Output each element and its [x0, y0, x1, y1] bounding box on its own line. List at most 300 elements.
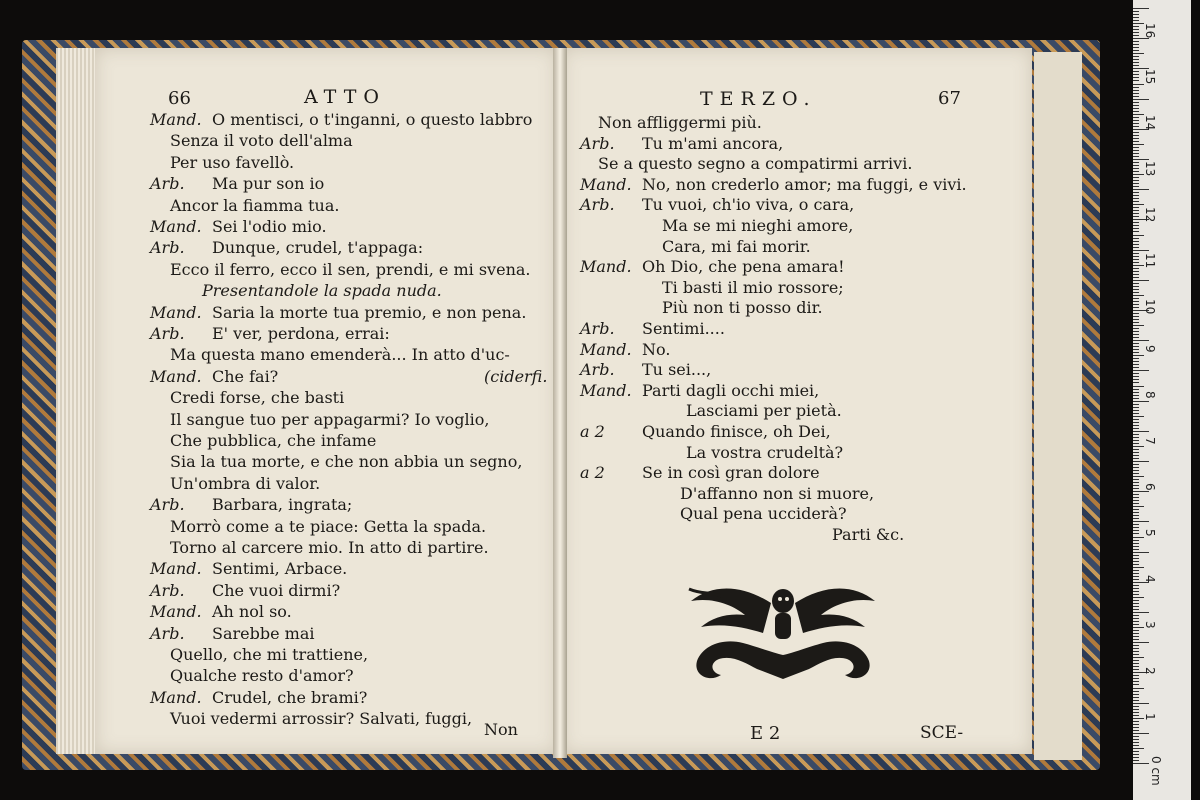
line-text: Il sangue tuo per appagarmi? Io voglio,: [170, 409, 490, 429]
ruler-tick: [1133, 238, 1139, 239]
ruler-tick: [1133, 132, 1139, 133]
ruler-tick: [1133, 222, 1139, 223]
line-text: Saria la morte tua premio, e non pena.: [212, 302, 527, 322]
ruler-tick: [1133, 138, 1139, 139]
left-page-number: 66: [168, 88, 191, 109]
ruler-tick: [1133, 204, 1144, 205]
ruler-tick: [1133, 669, 1139, 670]
text-line: [150, 130, 353, 152]
speaker-name: Mand.: [150, 559, 202, 579]
ruler-tick: [1133, 518, 1139, 519]
line-text: Cara, mi fai morir.: [662, 236, 811, 256]
ruler-tick: [1133, 41, 1139, 42]
ruler-tick: [1133, 530, 1139, 531]
ruler-tick: [1133, 231, 1139, 232]
ruler-tick: [1133, 757, 1139, 758]
ruler-tick: [1133, 313, 1139, 314]
ruler-tick: [1133, 751, 1139, 752]
line-text: Che vuoi dirmi?: [212, 580, 341, 600]
ruler-tick: [1133, 120, 1139, 121]
ruler-tick: [1133, 621, 1139, 622]
ruler-tick: [1133, 77, 1139, 78]
line-text: Presentandole la spada nuda.: [202, 281, 442, 301]
ruler-tick: [1133, 262, 1139, 263]
text-line: [150, 109, 532, 131]
ruler-tick: [1133, 74, 1139, 75]
line-text: No.: [642, 339, 671, 359]
text-line: [580, 442, 843, 464]
speaker-name: Mand.: [580, 339, 632, 359]
ruler-tick: [1133, 609, 1139, 610]
ruler-tick: [1133, 724, 1139, 725]
speaker-name: Arb.: [150, 580, 185, 600]
ruler-tick: [1133, 228, 1139, 229]
ruler-tick: [1133, 760, 1139, 761]
ruler-tick: [1133, 162, 1139, 163]
ruler-tick: [1133, 32, 1139, 33]
ruler-tick: [1133, 549, 1139, 550]
text-line: [580, 339, 670, 361]
ruler-tick: [1133, 657, 1144, 658]
signature-mark: E 2: [750, 723, 781, 744]
ruler-tick: [1133, 603, 1139, 604]
ruler-tick: [1133, 20, 1139, 21]
ruler-tick: [1133, 65, 1139, 66]
ruler-tick: [1133, 546, 1139, 547]
ruler-tick: [1133, 361, 1139, 362]
ruler-tick: [1133, 389, 1139, 390]
winged-cherub-ornament-icon: [683, 583, 883, 685]
ruler-tick: [1133, 476, 1144, 477]
ruler-tick: [1133, 44, 1139, 45]
ruler-tick: [1133, 328, 1139, 329]
speaker-name: Arb.: [580, 195, 615, 215]
ruler-tick: [1133, 464, 1139, 465]
ruler-tick: [1133, 410, 1139, 411]
speaker-name: Mand.: [150, 602, 202, 622]
endpaper: [1034, 52, 1082, 760]
line-text: Ecco il ferro, ecco il sen, prendi, e mi svena.: [170, 259, 531, 279]
ruler-label: 8: [1143, 391, 1157, 399]
line-text: Sei l'odio mio.: [212, 217, 327, 236]
line-text: Se a questo segno a compatirmi arrivi.: [598, 154, 913, 174]
ruler-label: 10: [1143, 299, 1157, 315]
text-line: [150, 280, 442, 302]
left-page-text: [150, 109, 550, 729]
ruler-tick: [1133, 540, 1139, 541]
text-line: [580, 112, 762, 134]
text-line: [580, 215, 853, 237]
ruler-tick: [1133, 367, 1139, 368]
ruler-tick: [1133, 35, 1139, 36]
ruler-tick: [1133, 555, 1139, 556]
text-line: [580, 236, 811, 258]
ruler-tick: [1133, 349, 1139, 350]
ruler-tick: [1133, 153, 1139, 154]
ruler-tick: [1133, 87, 1139, 88]
ruler-label: 5: [1143, 529, 1157, 537]
ruler-tick: [1133, 709, 1139, 710]
text-line: [580, 297, 823, 319]
ruler-tick: [1133, 440, 1139, 441]
line-text: Parti dagli occhi miei,: [642, 380, 820, 400]
ruler-tick: [1133, 93, 1139, 94]
ruler-tick: [1133, 712, 1139, 713]
line-text: Sia la tua morte, e che non abbia un segno,: [170, 452, 523, 472]
ruler-tick: [1133, 358, 1139, 359]
speaker-name: Arb.: [150, 324, 185, 343]
line-text: La vostra crudeltà?: [686, 442, 844, 462]
speaker-name: Mand.: [150, 366, 202, 386]
ruler-tick: [1133, 591, 1139, 592]
line-text: Sentimi....: [642, 319, 725, 338]
ruler-tick: [1133, 600, 1139, 601]
ruler-tick: [1133, 14, 1139, 15]
line-text: Un'ombra di valor.: [170, 473, 321, 493]
text-line: [580, 256, 845, 278]
ruler-tick: [1133, 108, 1139, 109]
ruler-tick: [1133, 379, 1139, 380]
ruler-tick: [1133, 431, 1149, 432]
ruler-tick: [1133, 479, 1139, 480]
ruler-tick: [1133, 512, 1139, 513]
ruler-tick: [1133, 455, 1139, 456]
speaker-name: Arb.: [580, 360, 615, 380]
text-line: [580, 318, 725, 340]
line-text: D'affanno non si muore,: [680, 483, 875, 503]
ruler-tick: [1133, 612, 1149, 613]
ruler-tick: [1133, 606, 1139, 607]
ruler-label: 7: [1143, 437, 1157, 445]
speaker-name: Arb.: [150, 495, 185, 515]
text-line: [580, 174, 967, 196]
ruler-tick: [1133, 703, 1149, 704]
ruler-tick: [1133, 624, 1139, 625]
speaker-name: Mand.: [580, 380, 632, 400]
line-text: Quando finisce, oh Dei,: [642, 422, 831, 441]
ruler-tick: [1133, 636, 1139, 637]
ruler-tick: [1133, 53, 1144, 54]
ruler-tick: [1133, 697, 1139, 698]
ruler-tick: [1133, 398, 1139, 399]
ruler-tick: [1133, 117, 1139, 118]
ruler-tick: [1133, 630, 1139, 631]
ruler-tick: [1133, 515, 1139, 516]
line-text: Tu vuoi, ch'io viva, o cara,: [642, 195, 855, 215]
left-side-note: (ciderfi.: [484, 367, 548, 386]
ruler-tick: [1133, 633, 1139, 634]
ruler-tick: [1133, 452, 1139, 453]
ruler-tick: [1133, 742, 1139, 743]
text-line: [580, 503, 847, 525]
ruler-tick: [1133, 26, 1139, 27]
ruler-tick: [1133, 386, 1144, 387]
ruler-tick: [1133, 150, 1139, 151]
ruler-tick: [1133, 301, 1139, 302]
ruler-tick: [1133, 579, 1139, 580]
ruler-label: 15: [1143, 69, 1157, 85]
ruler-tick: [1133, 691, 1139, 692]
ruler-tick: [1133, 241, 1139, 242]
left-page-header: ATTO: [304, 86, 386, 108]
text-line: [580, 380, 819, 402]
text-line: [150, 665, 354, 687]
ruler-tick: [1133, 576, 1139, 577]
ruler-tick: [1133, 183, 1139, 184]
line-text: Morrò come a te piace: Getta la spada.: [170, 516, 487, 536]
ruler-tick: [1133, 521, 1149, 522]
ruler-tick: [1133, 573, 1139, 574]
measurement-ruler: [1133, 0, 1191, 800]
ruler-tick: [1133, 739, 1139, 740]
ruler-tick: [1133, 50, 1139, 51]
ruler-tick: [1133, 331, 1139, 332]
text-line: [150, 409, 489, 431]
line-text: No, non crederlo amor; ma fuggi, e vivi.: [642, 174, 967, 194]
ruler-tick: [1133, 292, 1139, 293]
ruler-tick: [1133, 156, 1139, 157]
text-line: [150, 195, 339, 217]
ruler-tick: [1133, 289, 1139, 290]
ruler-tick: [1133, 298, 1139, 299]
speaker-name: Arb.: [150, 174, 185, 194]
text-line: [150, 644, 368, 666]
line-text: Crudel, che brami?: [212, 687, 368, 707]
ruler-tick: [1133, 253, 1139, 254]
ruler-tick: [1133, 319, 1139, 320]
line-text: Che pubblica, che infame: [170, 431, 377, 450]
ruler-tick: [1133, 62, 1139, 63]
text-line: [150, 687, 367, 709]
ruler-tick: [1133, 654, 1139, 655]
ruler-tick: [1133, 159, 1149, 160]
ruler-tick: [1133, 11, 1139, 12]
text-line: [580, 153, 912, 175]
ruler-tick: [1133, 715, 1139, 716]
ruler-tick: [1133, 449, 1139, 450]
right-page-header: TERZO.: [700, 88, 817, 110]
ruler-tick: [1133, 141, 1139, 142]
text-line: [580, 400, 842, 422]
ruler-tick: [1133, 533, 1139, 534]
ruler-tick: [1133, 286, 1139, 287]
ruler-tick: [1133, 90, 1139, 91]
text-line: [150, 451, 522, 473]
line-text: Tu m'ami ancora,: [642, 133, 784, 153]
line-text: Qual pena ucciderà?: [680, 504, 847, 524]
ruler-tick: [1133, 373, 1139, 374]
speaker-name: Arb.: [150, 623, 185, 643]
line-text: Per uso favellò.: [170, 152, 295, 172]
text-line: [580, 421, 831, 443]
ruler-tick: [1133, 47, 1139, 48]
ruler-tick: [1133, 570, 1139, 571]
ruler-label: 6: [1143, 483, 1157, 491]
ruler-tick: [1133, 639, 1139, 640]
speaker-name: a 2: [580, 422, 605, 441]
ruler-tick: [1133, 500, 1139, 501]
line-text: Quello, che mi trattiene,: [170, 645, 369, 664]
text-line: [150, 344, 510, 366]
ruler-tick: [1133, 126, 1139, 127]
line-text: Parti &c.: [832, 525, 905, 544]
ruler-tick: [1133, 684, 1139, 685]
ruler-tick: [1133, 618, 1139, 619]
ruler-tick: [1133, 651, 1139, 652]
text-line: [580, 194, 854, 216]
page-edges: [56, 48, 100, 754]
book-gutter: [553, 48, 567, 758]
line-text: Vuoi vedermi arrossir? Salvati, fuggi,: [170, 709, 473, 729]
text-line: [580, 277, 844, 299]
text-line: [150, 173, 324, 195]
text-line: [150, 387, 344, 409]
ruler-tick: [1133, 382, 1139, 383]
text-line: [580, 359, 711, 381]
ruler-unit-label: 0 cm: [1149, 756, 1163, 786]
ruler-tick: [1133, 135, 1139, 136]
ruler-label: 3: [1143, 621, 1157, 629]
ruler-tick: [1133, 295, 1144, 296]
ruler-tick: [1133, 675, 1139, 676]
ruler-tick: [1133, 564, 1139, 565]
ruler-label: 12: [1143, 207, 1157, 223]
text-line: [150, 537, 489, 559]
ruler-tick: [1133, 422, 1139, 423]
ruler-tick: [1133, 434, 1139, 435]
text-line: [580, 133, 783, 155]
ruler-tick: [1133, 376, 1139, 377]
text-line: [150, 494, 352, 516]
line-text: Ah nol so.: [212, 602, 292, 622]
ruler-tick: [1133, 165, 1139, 166]
ruler-tick: [1133, 748, 1144, 749]
ruler-tick: [1133, 271, 1139, 272]
ruler-tick: [1133, 706, 1139, 707]
ruler-tick: [1133, 307, 1139, 308]
text-line: [150, 366, 278, 388]
line-text: O mentisci, o t'inganni, o questo labbro: [212, 110, 533, 129]
ruler-tick: [1133, 123, 1139, 124]
speaker-name: Arb.: [580, 319, 615, 338]
speaker-name: Mand.: [150, 687, 202, 707]
ruler-tick: [1133, 763, 1149, 764]
ruler-tick: [1133, 494, 1139, 495]
ruler-tick: [1133, 256, 1139, 257]
ruler-tick: [1133, 96, 1139, 97]
ruler-tick: [1133, 259, 1139, 260]
ruler-tick: [1133, 615, 1139, 616]
line-text: Oh Dio, che pena amara!: [642, 257, 845, 277]
line-text: Dunque, crudel, t'appaga:: [212, 238, 424, 258]
ruler-tick: [1133, 29, 1139, 30]
text-line: [150, 323, 390, 345]
ruler-tick: [1133, 250, 1149, 251]
text-line: [150, 473, 320, 495]
left-catchword: Non: [484, 720, 518, 739]
ruler-tick: [1133, 111, 1139, 112]
line-text: Sentimi, Arbace.: [212, 559, 348, 579]
ruler-tick: [1133, 413, 1139, 414]
ruler-tick: [1133, 147, 1139, 148]
ruler-tick: [1133, 473, 1139, 474]
text-line: [150, 601, 292, 623]
ruler-tick: [1133, 56, 1139, 57]
ruler-tick: [1133, 168, 1139, 169]
right-catchword: SCE-: [920, 723, 964, 743]
ruler-tick: [1133, 80, 1139, 81]
ruler-tick: [1133, 425, 1139, 426]
ruler-tick: [1133, 458, 1139, 459]
line-text: Più non ti posso dir.: [662, 298, 823, 318]
ruler-tick: [1133, 648, 1139, 649]
ruler-tick: [1133, 561, 1139, 562]
ruler-tick: [1133, 8, 1149, 9]
line-text: Qualche resto d'amor?: [170, 666, 354, 686]
ruler-tick: [1133, 180, 1139, 181]
ruler-tick: [1133, 322, 1139, 323]
text-line: [150, 302, 526, 324]
speaker-name: Mand.: [580, 257, 632, 277]
ruler-tick: [1133, 186, 1139, 187]
ruler-tick: [1133, 210, 1139, 211]
ruler-tick: [1133, 543, 1139, 544]
ruler-tick: [1133, 201, 1139, 202]
ruler-tick: [1133, 645, 1139, 646]
ruler-tick: [1133, 488, 1139, 489]
line-text: Che fai?: [212, 366, 279, 386]
speaker-name: Arb.: [150, 238, 185, 258]
line-text: Non affliggermi più.: [598, 113, 762, 132]
ruler-tick: [1133, 482, 1139, 483]
text-line: [150, 516, 486, 538]
ruler-tick: [1133, 727, 1139, 728]
ruler-tick: [1133, 503, 1139, 504]
ruler-tick: [1133, 700, 1139, 701]
ruler-tick: [1133, 364, 1139, 365]
text-line: [150, 430, 376, 452]
ruler-tick: [1133, 247, 1139, 248]
ruler-tick: [1133, 17, 1139, 18]
ruler-tick: [1133, 558, 1139, 559]
ruler-tick: [1133, 419, 1139, 420]
ruler-tick: [1133, 730, 1139, 731]
ruler-tick: [1133, 392, 1139, 393]
ruler-label: 1: [1143, 713, 1157, 721]
text-line: [150, 580, 340, 602]
ruler-tick: [1133, 207, 1139, 208]
ruler-tick: [1133, 268, 1139, 269]
ruler-tick: [1133, 509, 1139, 510]
speaker-name: Mand.: [150, 110, 202, 129]
ruler-tick: [1133, 678, 1139, 679]
text-line: [150, 152, 294, 174]
ruler-tick: [1133, 467, 1139, 468]
speaker-name: Mand.: [150, 302, 202, 322]
text-line: [580, 483, 874, 505]
text-line: [580, 524, 904, 546]
text-line: [150, 708, 472, 730]
line-text: Lasciami per pietà.: [686, 401, 842, 421]
ruler-tick: [1133, 585, 1139, 586]
ruler-tick: [1133, 660, 1139, 661]
ruler-label: 16: [1143, 23, 1157, 39]
line-text: Ma se mi nieghi amore,: [662, 216, 854, 235]
ruler-tick: [1133, 721, 1139, 722]
ruler-tick: [1133, 244, 1139, 245]
ruler-tick: [1133, 567, 1144, 568]
ruler-tick: [1133, 192, 1139, 193]
